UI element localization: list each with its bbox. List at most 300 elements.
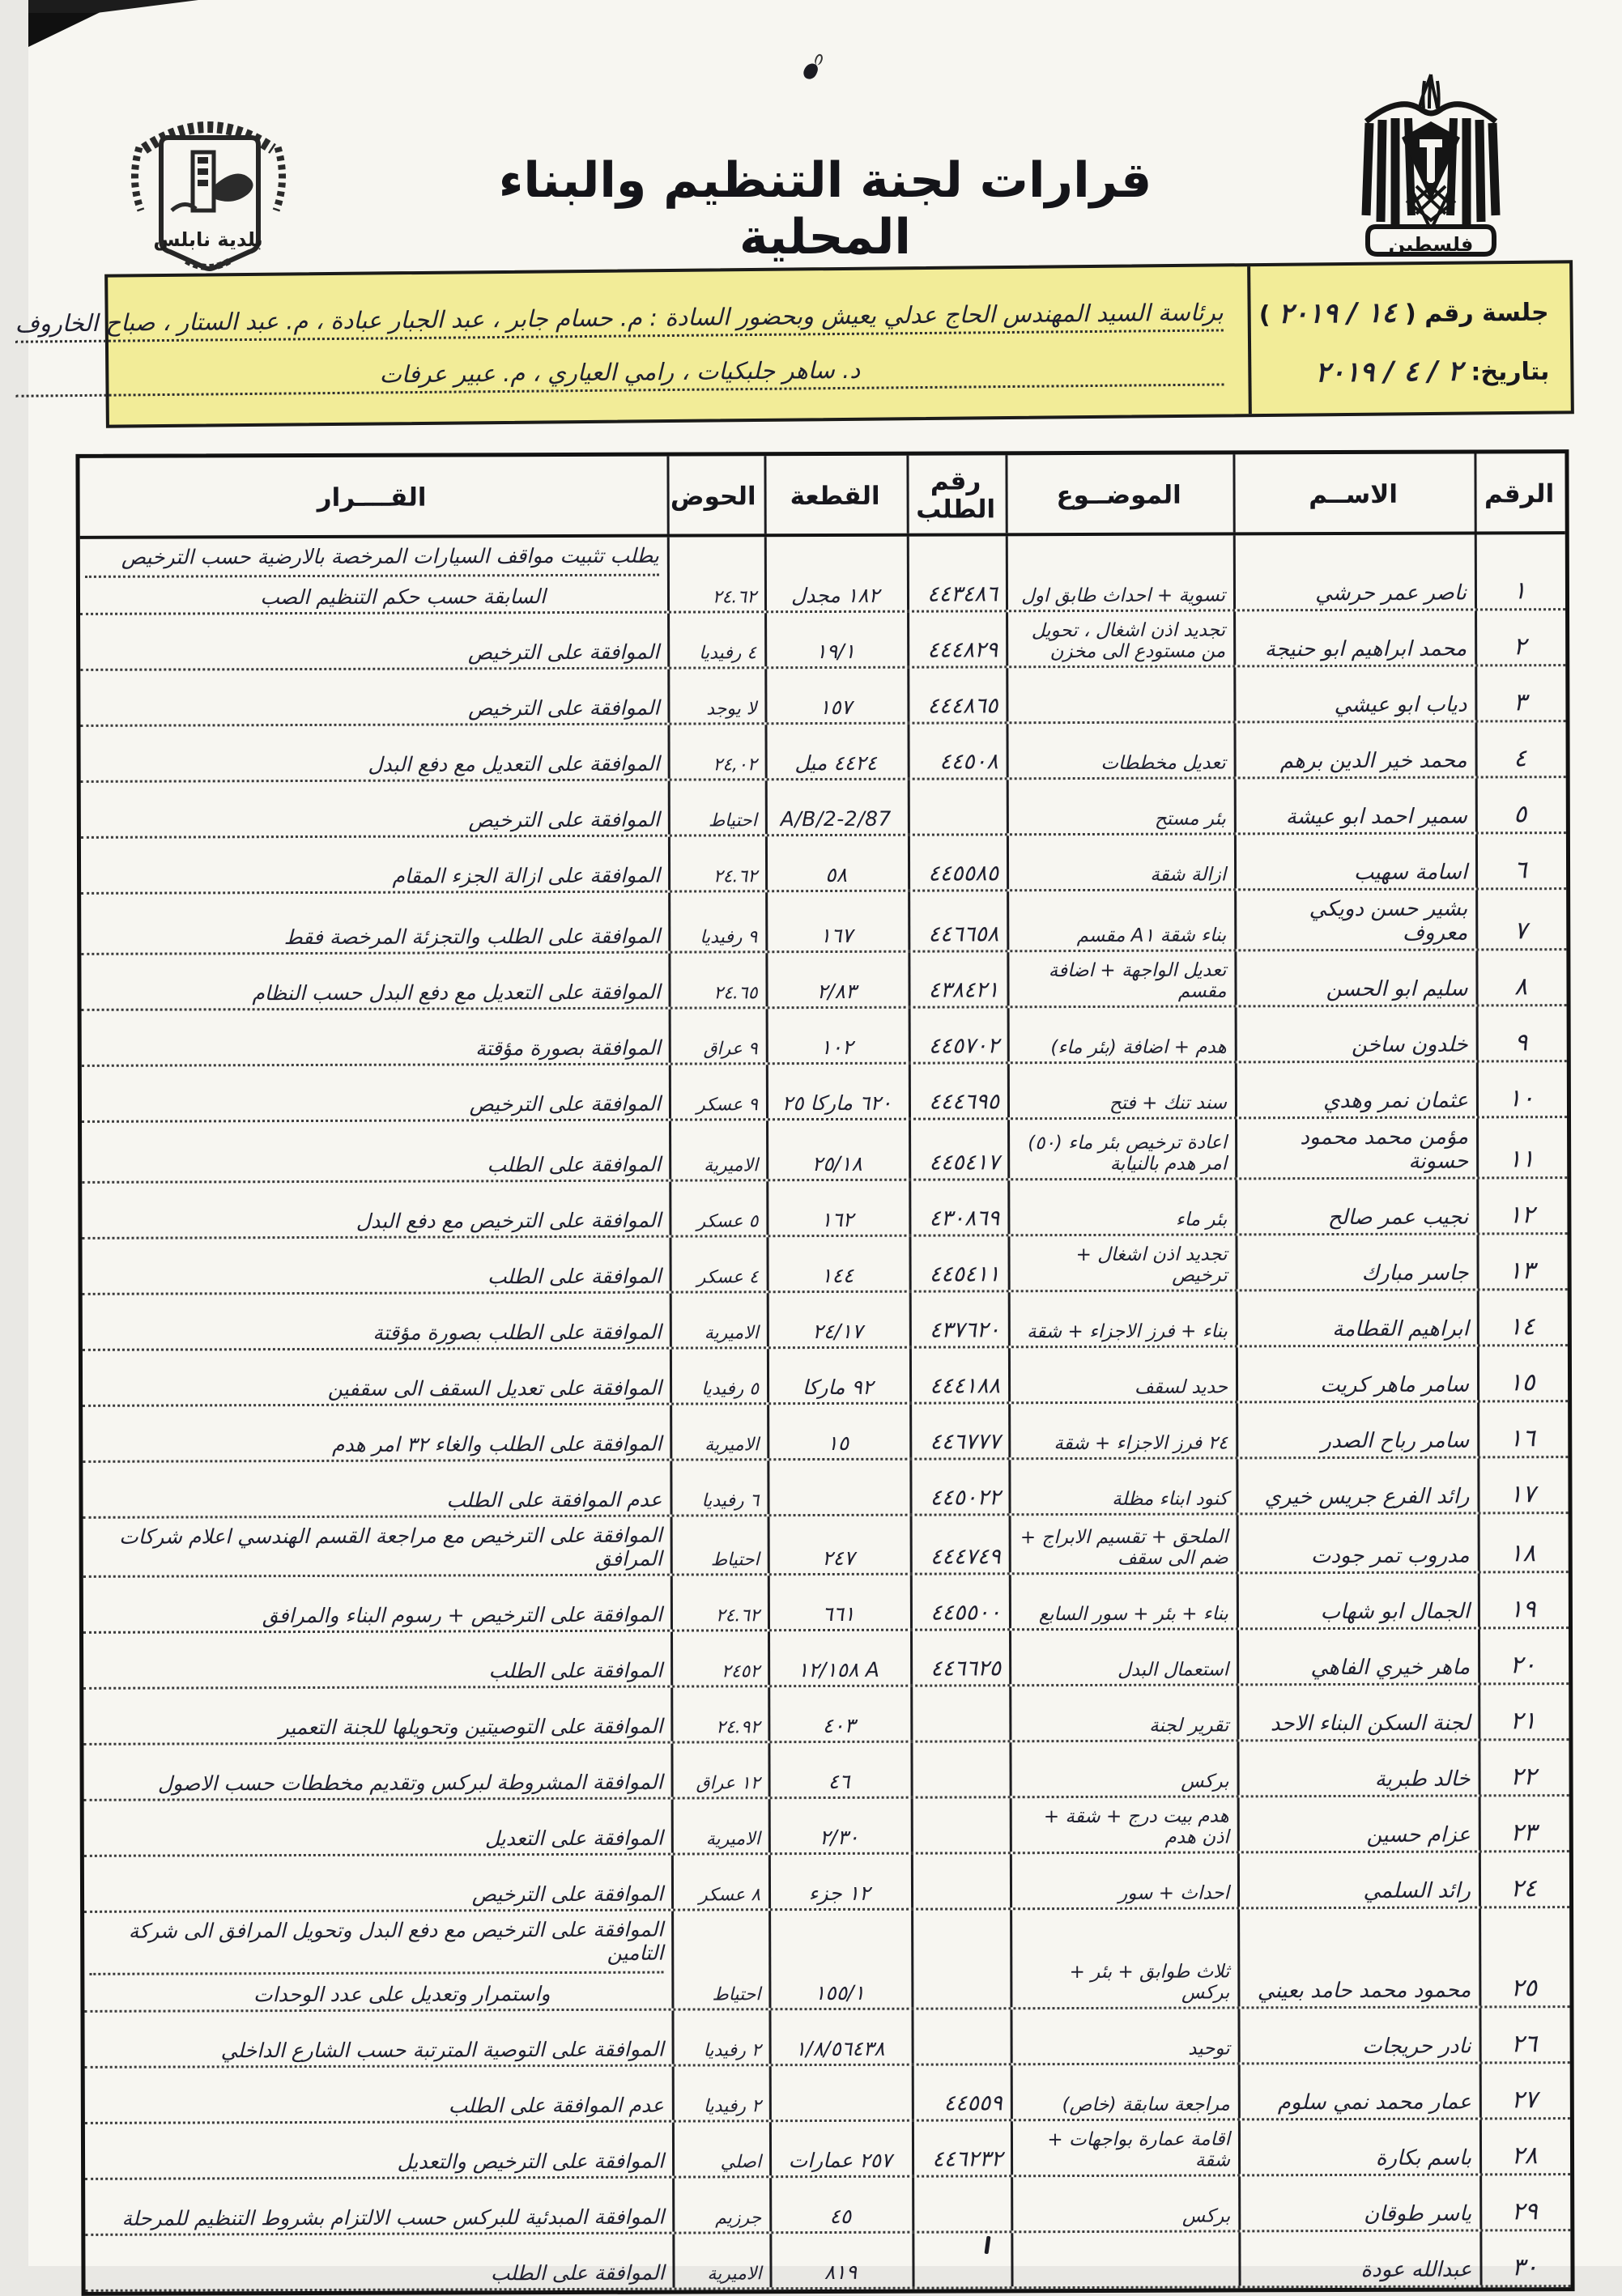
request-number: ٤٣٧٦٢٠ <box>917 1317 1000 1342</box>
request-number: ٤٤٥٥٨٥ <box>915 861 998 886</box>
request-number: ٤٤٥٤١١ <box>917 1261 1000 1286</box>
basin-cell <box>669 1120 766 1179</box>
basin-name: احتياط <box>678 1550 760 1570</box>
basin-name: اصلي <box>679 2152 761 2172</box>
row-number: ٢ <box>1482 632 1557 661</box>
session-info-box <box>104 260 1574 427</box>
decision-text: الموافقة على الطلب <box>87 1265 662 1290</box>
row-number-cell <box>1476 1006 1567 1060</box>
plot-number: ١٥٥/١ <box>776 1981 903 2005</box>
request-number-cell <box>912 2177 1011 2230</box>
name-cell <box>1233 666 1475 721</box>
decision-cell <box>83 1688 671 1743</box>
basin-name: ٢٤.٦٥ <box>675 983 757 1003</box>
row-number: ٢٤ <box>1486 1874 1561 1903</box>
row-number: ٢٥ <box>1486 1974 1561 2002</box>
plot-cell <box>768 1743 910 1797</box>
attendees-line-2 <box>15 352 1224 397</box>
applicant-name: لجنة السكن البناء الاحد <box>1244 1711 1470 1737</box>
decision-cell <box>82 1065 669 1120</box>
subject-text: اعادة ترخيص بئر ماء (٥٠) امر هدم بالنيابة <box>1015 1132 1227 1175</box>
request-number: ٤٤٦٦٢٥ <box>917 1656 1001 1681</box>
decision-cell <box>80 725 667 780</box>
request-number-cell <box>911 1854 1010 1907</box>
municipality-logo <box>121 115 296 277</box>
name-cell <box>1237 1514 1478 1571</box>
subject-text: حديد لسقف <box>1015 1376 1228 1398</box>
table-row <box>85 2175 1570 2236</box>
request-number: ٤٤٤٦٩٥ <box>916 1089 999 1114</box>
national-emblem <box>1342 71 1520 264</box>
basin-name: الاميرية <box>679 2264 761 2284</box>
basin-cell <box>671 1855 768 1908</box>
row-number: ٤ <box>1483 744 1558 772</box>
table-row <box>82 1118 1567 1184</box>
row-number: ١٦ <box>1484 1424 1560 1452</box>
request-number-cell <box>910 1575 1009 1628</box>
plot-cell <box>764 537 907 611</box>
basin-name: ٢ رفيديا <box>679 2040 761 2060</box>
decision-text: الموافقة على الترخيص مع دفع البدل وتحويل المرافق الى شركة التامين <box>89 1918 663 1966</box>
request-number-cell <box>910 1686 1009 1740</box>
basin-cell <box>670 1405 767 1458</box>
applicant-name: سامر رباح الصدر <box>1243 1429 1469 1454</box>
applicant-name: سمير احمد ابو عيشة <box>1241 805 1467 830</box>
decision-cell <box>85 2179 672 2234</box>
row-number-cell <box>1475 890 1566 948</box>
subject-cell <box>1008 1347 1236 1401</box>
name-cell <box>1234 834 1475 888</box>
table-row <box>84 2008 1569 2069</box>
basin-name: ٦ رفيديا <box>677 1490 759 1511</box>
name-cell <box>1235 1006 1476 1061</box>
row-number-cell <box>1477 1346 1568 1400</box>
session-number-value: ١٤ / ٢٠١٩ <box>1279 296 1397 330</box>
decision-cell <box>81 954 668 1009</box>
emblem-banner-text: فلسطين <box>1389 233 1474 256</box>
page-title: قرارات لجنة التنظيم والبناء المحلية <box>436 152 1214 266</box>
row-number-cell <box>1478 1685 1569 1738</box>
applicant-name: جاسر مبارك <box>1243 1261 1469 1286</box>
attendees-cell <box>0 266 1249 426</box>
plot-number: ٢/٨٣ <box>773 980 900 1003</box>
table-row <box>83 1741 1569 1801</box>
row-number-cell <box>1475 834 1566 887</box>
name-cell <box>1237 1741 1478 1795</box>
row-number-cell <box>1478 1629 1569 1682</box>
subject-cell <box>1007 1180 1235 1234</box>
decision-cell <box>82 1010 669 1065</box>
table-row <box>82 1235 1567 1295</box>
row-number-cell <box>1479 1908 1569 2005</box>
decision-cell <box>85 2123 672 2178</box>
name-cell <box>1236 1290 1477 1345</box>
plot-cell <box>764 613 907 667</box>
row-number: ٦ <box>1483 856 1558 884</box>
table-row <box>80 722 1565 783</box>
decision-text: الموافقة على التوصيتين وتحويلها للجنة التعمير <box>88 1715 662 1740</box>
basin-cell <box>672 2122 769 2175</box>
subject-text: الملحق + تقسيم الابراج + ضم الى سقف <box>1016 1526 1228 1569</box>
applicant-name: محمود محمد حامد بعيني <box>1245 1978 1471 2003</box>
plot-cell <box>764 669 907 723</box>
subject-text: هدم + اضافة (بئر ماء) <box>1015 1036 1227 1058</box>
row-number-cell <box>1477 1290 1568 1344</box>
basin-name: ٨ عسكر <box>679 1885 760 1905</box>
basin-cell <box>671 1516 768 1573</box>
municipality-emblem-icon <box>121 115 296 277</box>
name-cell <box>1234 950 1475 1005</box>
table-row <box>81 834 1566 895</box>
decision-text: الموافقة على ازالة الجزء المقام <box>86 864 660 889</box>
header-num: الرقم <box>1474 453 1565 531</box>
decision-cell <box>82 1121 669 1181</box>
subject-cell <box>1007 1007 1235 1061</box>
name-cell <box>1235 1235 1476 1289</box>
basin-name: الاميرية <box>677 1435 759 1455</box>
decision-cell <box>82 1182 669 1237</box>
row-number-cell <box>1479 1796 1569 1850</box>
subject-cell <box>1007 891 1234 950</box>
request-number-cell <box>909 1008 1007 1061</box>
basin-cell <box>671 1687 768 1741</box>
plot-cell <box>769 2122 912 2176</box>
request-number: ٤٣٠٨٦٩ <box>916 1205 999 1231</box>
plot-number: ١٩/١ <box>772 640 899 663</box>
name-cell <box>1237 1908 1479 2006</box>
name-cell <box>1233 722 1475 776</box>
row-number-cell <box>1475 534 1565 608</box>
subject-cell <box>1008 1403 1236 1457</box>
row-number: ٧ <box>1483 916 1558 945</box>
plot-number: A/B/2-2/87 <box>773 807 900 831</box>
decision-cell <box>80 670 667 725</box>
request-number: ٤٤٤٧٤٩ <box>917 1544 1001 1569</box>
plot-cell <box>769 2178 912 2232</box>
decision-text: الموافقة على الطلب والغاء ٣٢ امر هدم <box>87 1432 662 1457</box>
basin-name: ٥ عسكر <box>676 1211 758 1231</box>
subject-cell <box>1007 835 1234 889</box>
subject-cell <box>1007 1063 1235 1117</box>
plot-number: ٤٠٣ <box>775 1714 902 1737</box>
decision-text: الموافقة على التعديل مع دفع البدل <box>86 752 660 777</box>
subject-text: بناء شقة A١ مقسم <box>1014 925 1226 946</box>
basin-cell <box>671 1575 768 1629</box>
request-number: ٤٣٨٤٢١ <box>915 977 998 1002</box>
plot-cell <box>767 1461 909 1515</box>
applicant-name: الجمال ابو شهاب <box>1244 1600 1470 1625</box>
decision-cell <box>84 1911 671 2010</box>
name-cell <box>1235 1118 1476 1177</box>
table-body <box>80 534 1571 2292</box>
ink-speck <box>802 62 820 81</box>
subject-text: سند تنك + فتح <box>1015 1092 1227 1114</box>
subject-text: كنود ابناء مظلة <box>1015 1488 1228 1510</box>
request-number: ٤٤٤١٨٨ <box>917 1373 1000 1398</box>
decision-cell <box>83 1461 670 1516</box>
request-number-cell <box>912 2065 1011 2119</box>
applicant-name: اسامة سهيب <box>1241 861 1467 886</box>
decision-text: الموافقة على الطلب والتجزئة المرخصة فقط <box>86 925 660 950</box>
name-cell <box>1238 2175 1479 2230</box>
row-number-cell <box>1479 2231 1570 2285</box>
request-number: ٤٤٤٨٢٩ <box>914 637 998 662</box>
basin-name: لا يوجد <box>675 699 756 719</box>
applicant-name: ماهر خيري الفاهي <box>1244 1656 1470 1681</box>
decision-text: الموافقة على الترخيص <box>85 640 659 665</box>
row-number-cell <box>1475 950 1566 1004</box>
basin-cell <box>672 2234 769 2287</box>
applicant-name: مدروب تمر جودت <box>1244 1544 1470 1569</box>
plot-cell <box>768 1855 911 1909</box>
session-number-label: جلسة رقم ( <box>1405 298 1549 328</box>
row-number: ١٥ <box>1484 1368 1560 1397</box>
table-row <box>83 1685 1569 1745</box>
subject-text: بئر ماء <box>1015 1209 1227 1231</box>
decision-text: الموافقة على الترخيص مع مراجعة القسم الهندسي اعلام شركات المرافق <box>88 1524 662 1572</box>
applicant-name: سامر ماهر كريت <box>1243 1373 1469 1398</box>
row-number: ٣٠ <box>1487 2253 1562 2281</box>
decision-cell <box>81 893 668 953</box>
basin-cell <box>670 1293 767 1346</box>
plot-cell <box>767 1293 909 1347</box>
basin-cell <box>667 537 764 610</box>
decision-cell <box>83 1632 671 1687</box>
row-number: ٢٧ <box>1487 2086 1562 2114</box>
subject-text <box>1013 717 1225 718</box>
row-number: ٢١ <box>1485 1707 1560 1735</box>
request-number-cell <box>910 1516 1009 1572</box>
name-cell <box>1236 1346 1477 1401</box>
session-number-cell <box>1247 263 1571 414</box>
row-number: ٢٨ <box>1487 2141 1562 2170</box>
plot-cell <box>768 1799 911 1853</box>
decision-text: عدم الموافقة على الطلب <box>87 1488 662 1513</box>
subject-text: بركس <box>1018 2205 1230 2227</box>
basin-name: ٢٤.٦٢ <box>678 1605 760 1626</box>
decision-text-line2: السابقة حسب حكم التنظيم الصب <box>85 574 659 610</box>
row-number: ٩ <box>1484 1028 1559 1057</box>
row-number: ١٨ <box>1485 1539 1560 1567</box>
subject-text: تقرير لجنة <box>1016 1715 1228 1737</box>
request-number-cell <box>907 724 1006 777</box>
table-row <box>85 2120 1570 2180</box>
applicant-name: باسم بكارة <box>1245 2145 1471 2171</box>
plot-cell <box>766 1181 909 1235</box>
basin-cell <box>667 669 764 722</box>
row-number: ٥ <box>1483 800 1558 828</box>
applicant-name: رائد الفرع جريس خيري <box>1243 1485 1469 1510</box>
plot-number: ٢٤٧ <box>775 1546 902 1570</box>
request-number-cell <box>909 1404 1008 1457</box>
plot-number: ٥٨ <box>773 863 900 887</box>
plot-number: ٢٤/١٧ <box>774 1320 901 1343</box>
plot-number: ١٦٧ <box>773 924 900 947</box>
plot-cell <box>766 1009 909 1063</box>
row-number-cell <box>1476 1179 1567 1232</box>
name-cell <box>1237 1573 1478 1627</box>
subject-cell <box>1011 2176 1238 2230</box>
subject-text: مراجعة سابقة (خاص) <box>1018 2094 1230 2115</box>
subject-cell <box>1011 2120 1238 2175</box>
decision-cell <box>83 1576 671 1631</box>
name-cell <box>1237 2008 1479 2062</box>
plot-cell <box>768 1911 911 2009</box>
header-name: الاســم <box>1232 453 1474 532</box>
subject-text: هدم بيت درج + شقة + اذن هدم <box>1017 1805 1229 1848</box>
plot-cell <box>766 1065 909 1119</box>
plot-cell <box>768 2010 911 2064</box>
request-number-cell <box>907 668 1006 721</box>
decision-cell <box>83 1517 671 1575</box>
decision-text: الموافقة على الترخيص <box>85 696 659 721</box>
subject-cell <box>1008 1459 1236 1513</box>
subject-cell <box>1009 1686 1237 1740</box>
plot-cell <box>768 1631 910 1686</box>
plot-number: ١٤٤ <box>774 1264 901 1287</box>
row-number-cell <box>1479 2008 1569 2061</box>
basin-name: ٢ رفيديا <box>679 2096 761 2116</box>
request-number-cell <box>910 1631 1009 1684</box>
row-number-cell <box>1479 2175 1570 2229</box>
applicant-name: بشير حسن دويكي معروف <box>1241 897 1467 946</box>
decision-text: الموافقة على الترخيص + رسوم البناء والمرافق <box>88 1603 662 1628</box>
row-number: ٣ <box>1482 688 1557 716</box>
request-number: ٤٤٥٤١٧ <box>916 1150 999 1175</box>
table-row <box>83 1290 1568 1351</box>
plot-cell <box>768 1516 910 1574</box>
header-request: رقم الطلب <box>906 455 1005 533</box>
table-row <box>83 1346 1568 1407</box>
subject-text: ازالة شقة <box>1014 864 1226 886</box>
decision-cell <box>80 614 667 669</box>
scanned-document-page <box>28 0 1622 2266</box>
name-cell <box>1238 2120 1479 2174</box>
row-number-cell <box>1477 1458 1568 1512</box>
eagle-emblem-icon <box>1342 71 1520 264</box>
row-number-cell <box>1476 1235 1567 1288</box>
subject-text: احداث + سور <box>1017 1882 1229 1904</box>
name-cell <box>1238 2231 1479 2285</box>
row-number-cell <box>1475 610 1565 664</box>
basin-cell <box>671 1799 768 1852</box>
row-number: ١١ <box>1484 1145 1559 1173</box>
plot-number: ٤٦ <box>776 1770 903 1793</box>
subject-text: تجديد اذن اشغال + ترخيص <box>1015 1244 1228 1286</box>
subject-cell <box>1007 1119 1235 1178</box>
applicant-name: عزام حسين <box>1245 1822 1471 1847</box>
decision-text: يطلب تثبيت مواقف السيارات المرخصة بالارضية حسب الترخيص <box>85 544 659 569</box>
table-row <box>83 1402 1568 1463</box>
row-number: ٨ <box>1483 972 1558 1001</box>
session-date-line <box>1259 354 1549 389</box>
basin-cell <box>667 613 764 666</box>
table-row <box>81 950 1566 1011</box>
header-subject: الموضــوع <box>1005 454 1232 533</box>
subject-cell <box>1009 1574 1237 1628</box>
plot-cell <box>764 725 907 779</box>
name-cell <box>1237 1685 1478 1739</box>
plot-number: ٢٥/١٨ <box>773 1152 900 1176</box>
subject-cell <box>1006 723 1233 777</box>
subject-text: تسوية + احداث طابق اول <box>1013 585 1225 606</box>
basin-name: ٢٤٥٢ <box>678 1661 760 1682</box>
row-number: ٢٩ <box>1487 2197 1562 2226</box>
plot-number: ١٨٢ مجدل <box>772 584 899 607</box>
attendees-line-1 <box>15 299 1224 343</box>
subject-cell <box>1009 1515 1237 1572</box>
basin-name: ٤ رفيديا <box>675 643 756 663</box>
subject-cell <box>1008 1291 1236 1346</box>
subject-cell <box>1006 611 1233 665</box>
name-cell <box>1236 1402 1477 1456</box>
decision-text: الموافقة على الطلب <box>87 1153 661 1178</box>
request-number: ٤٤٥٠٨ <box>915 749 998 774</box>
subject-text: ثلاث طوابق + بئر + بركس <box>1017 1961 1229 2004</box>
table-row <box>83 1573 1569 1634</box>
basin-cell <box>668 892 765 950</box>
applicant-name: ناصر عمر حرشي <box>1241 581 1467 606</box>
subject-cell <box>1009 1741 1237 1796</box>
subject-text: اقامة عمارة بواجهات + شقة <box>1018 2128 1230 2171</box>
decision-cell <box>82 1238 669 1293</box>
name-cell <box>1234 890 1475 949</box>
request-number-cell <box>908 780 1007 833</box>
plot-number: ١٢ جزء <box>776 1881 903 1905</box>
applicant-name: محمد خير الدين برهم <box>1241 749 1467 774</box>
plot-cell <box>765 953 908 1007</box>
basin-name: ٢٤,٠٢ <box>675 755 757 775</box>
applicant-name: عمار محمد نمي سلوم <box>1245 2090 1471 2115</box>
applicant-name: خالد طبرية <box>1245 1767 1471 1792</box>
row-number-cell <box>1476 1062 1567 1116</box>
row-number-cell <box>1475 722 1565 776</box>
basin-name: ٩ رفيديا <box>675 927 757 947</box>
request-number-cell <box>909 1236 1007 1290</box>
decision-text: الموافقة على الطلب <box>88 1659 662 1684</box>
request-number-cell <box>909 1348 1008 1401</box>
request-number-cell <box>908 835 1007 889</box>
basin-name: ٩ عراق <box>676 1039 758 1059</box>
name-cell <box>1237 1796 1479 1851</box>
table-row <box>85 2231 1570 2292</box>
plot-cell <box>769 2234 912 2288</box>
subject-cell <box>1010 1853 1237 1907</box>
plot-number: ١٥ <box>774 1431 901 1455</box>
basin-cell <box>672 2066 769 2120</box>
row-number-cell <box>1478 1741 1569 1794</box>
session-date-value: ٢ / ٤ / ٢٠١٩ <box>1315 355 1462 389</box>
basin-cell <box>670 1349 767 1402</box>
plot-number: ٩٢ ماركا <box>774 1375 901 1399</box>
subject-cell <box>1010 1797 1237 1852</box>
basin-cell <box>668 780 765 834</box>
table-header-row <box>79 453 1565 539</box>
decision-text: الموافقة على الترخيص والتعديل <box>90 2149 664 2175</box>
row-number-cell <box>1479 2064 1570 2117</box>
decision-text: الموافقة على تعديل السقف الى سقفين <box>87 1376 662 1401</box>
decision-text-line2: واستمرار وتعديل على عدد الوحدات <box>89 1971 663 2007</box>
basin-name: ١٢ عراق <box>679 1773 760 1793</box>
plot-number: ٤٥ <box>777 2205 904 2228</box>
plot-cell <box>767 1405 909 1459</box>
plot-cell <box>766 1237 909 1291</box>
plot-cell <box>766 1120 909 1180</box>
applicant-name: عثمان نمر وهدي <box>1242 1089 1468 1114</box>
request-number: ٤٤٥٥٩ <box>919 2090 1003 2115</box>
row-number: ١٠ <box>1484 1084 1559 1112</box>
subject-cell <box>1006 667 1233 721</box>
